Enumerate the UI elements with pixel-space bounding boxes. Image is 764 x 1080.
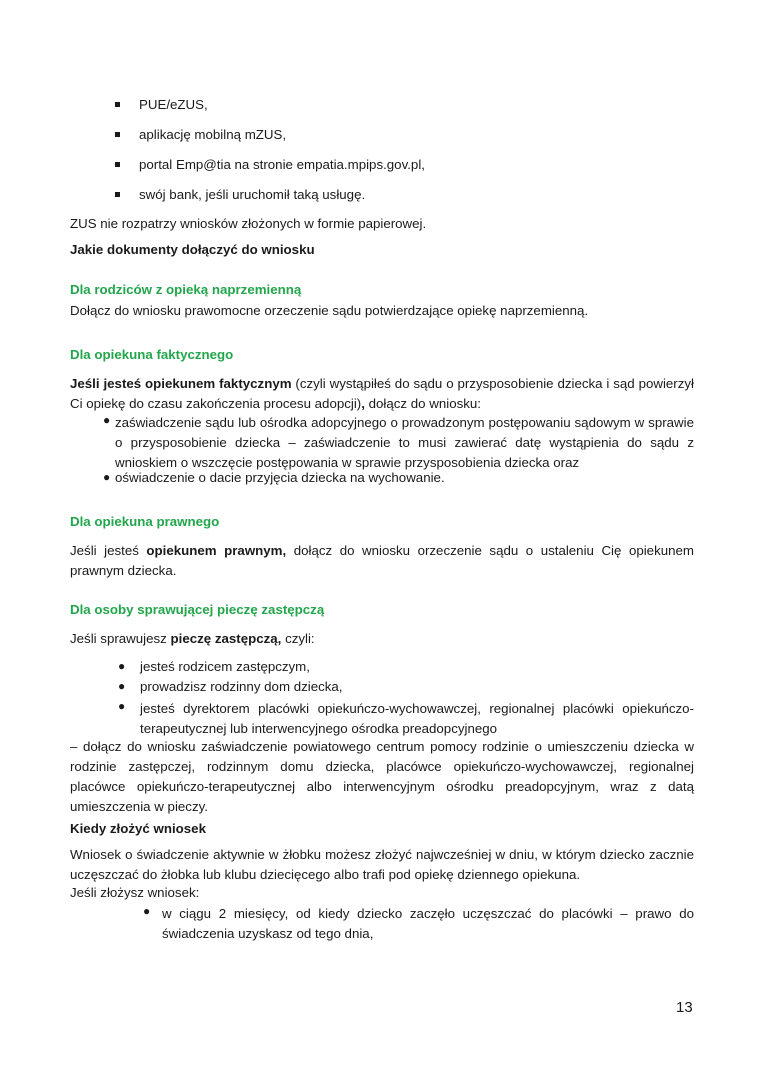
list-item-text: swój bank, jeśli uruchomił taką usługę. [139, 187, 366, 202]
factual-item: oświadczenie o dacie przyjęcia dziecka na wychowanie. [115, 470, 445, 485]
alternating-text: Dołącz do wniosku prawomocne orzeczenie sądu potwierdzające opiekę naprzemienną. [70, 303, 589, 318]
foster-after: – dołącz do wniosku zaświadczenie powiatowego centrum pomocy rodzinie o umieszczeniu dziecka w rodzinie zastępczej, rodzinnym domu dziecka, placówce opiekuńczo-wychowawczej, regionalnej placówce opiekuńczo-terapeutycznej albo interwencyjnym ośrodku preadopcyjnym, wraz z datą umieszczenia w pieczy. [70, 739, 694, 814]
legal-text-rest: dołącz do wniosku orzeczenie sądu o ustaleniu Cię opiekunem prawnym dziecka. [70, 543, 694, 578]
documents-heading: Jakie dokumenty dołączyć do wniosku [70, 242, 315, 257]
foster-intro [70, 631, 315, 646]
bullet-icon: ● [118, 659, 126, 673]
square-bullet-icon [115, 132, 120, 137]
bullet-icon: ● [118, 679, 126, 693]
list-item-text: portal Emp@tia na stronie empatia.mpips.gov.pl, [139, 157, 425, 172]
page-number: 13 [676, 999, 693, 1016]
foster-item: jesteś dyrektorem placówki opiekuńczo-wychowawczej, regionalnej placówki opiekuńczo-terapeutycznej lub interwencyjnego ośrodka preadopcyjnego [140, 701, 694, 736]
factual-intro-end: dołącz do wniosku: [364, 396, 481, 411]
when-item: w ciągu 2 miesięcy, od kiedy dziecko zaczęło uczęszczać do placówki – prawo do świadczenia uzyskasz od tego dnia, [162, 906, 694, 941]
legal-text-bold: opiekunem prawnym, [146, 543, 287, 558]
list-item-text: aplikację mobilną mZUS, [139, 127, 287, 142]
factual-intro-rest: (czyli wystąpiłeś do sądu o przysposobienie dziecka i sąd powierzył Ci opiekę do czasu zakończenia procesu adopcji) [70, 376, 694, 411]
foster-heading: Dla osoby sprawującej pieczę zastępczą [70, 602, 325, 617]
foster-intro-rest: czyli: [281, 631, 315, 646]
factual-intro [70, 374, 694, 414]
bullet-icon: ● [143, 904, 151, 918]
legal-text-pre: Jeśli jesteś [70, 543, 147, 558]
bullet-icon: ● [118, 699, 126, 713]
no-paper-note: ZUS nie rozpatrzy wniosków złożonych w formie papierowej. [70, 216, 427, 231]
list-item-text: PUE/eZUS, [139, 97, 208, 112]
legal-heading: Dla opiekuna prawnego [70, 514, 220, 529]
foster-intro-bold: pieczę zastępczą, [170, 631, 282, 646]
when-heading: Kiedy złożyć wniosek [70, 821, 206, 836]
alternating-heading: Dla rodziców z opieką naprzemienną [70, 282, 302, 297]
legal-text [70, 541, 694, 581]
when-text: Wniosek o świadczenie aktywnie w żłobku możesz złożyć najwcześniej w dniu, w którym dziecko zacznie uczęszczać do żłobka lub klubu dziecięcego albo trafi pod opiekę dziennego opiekuna. [70, 847, 694, 882]
bullet-icon: ● [103, 413, 111, 427]
factual-intro-comma: , [361, 396, 365, 411]
when-if: Jeśli złożysz wniosek: [70, 885, 200, 900]
foster-item: prowadzisz rodzinny dom dziecka, [140, 679, 343, 694]
square-bullet-icon [115, 192, 120, 197]
foster-item: jesteś rodzicem zastępczym, [140, 659, 310, 674]
square-bullet-icon [115, 102, 120, 107]
foster-intro-pre: Jeśli sprawujesz [70, 631, 171, 646]
factual-item: zaświadczenie sądu lub ośrodka adopcyjnego o prowadzonym postępowaniu sądowym w sprawie o przysposobienie dziecka – zaświadczenie to musi zawierać datę wystąpienia do sądu z wnioskiem o wszczęcie postępowania w sprawie przysposobienia dziecka oraz [115, 415, 694, 470]
square-bullet-icon [115, 162, 120, 167]
bullet-icon: ● [103, 470, 111, 484]
factual-intro-bold: Jeśli jesteś opiekunem faktycznym [70, 376, 292, 391]
factual-heading: Dla opiekuna faktycznego [70, 347, 234, 362]
